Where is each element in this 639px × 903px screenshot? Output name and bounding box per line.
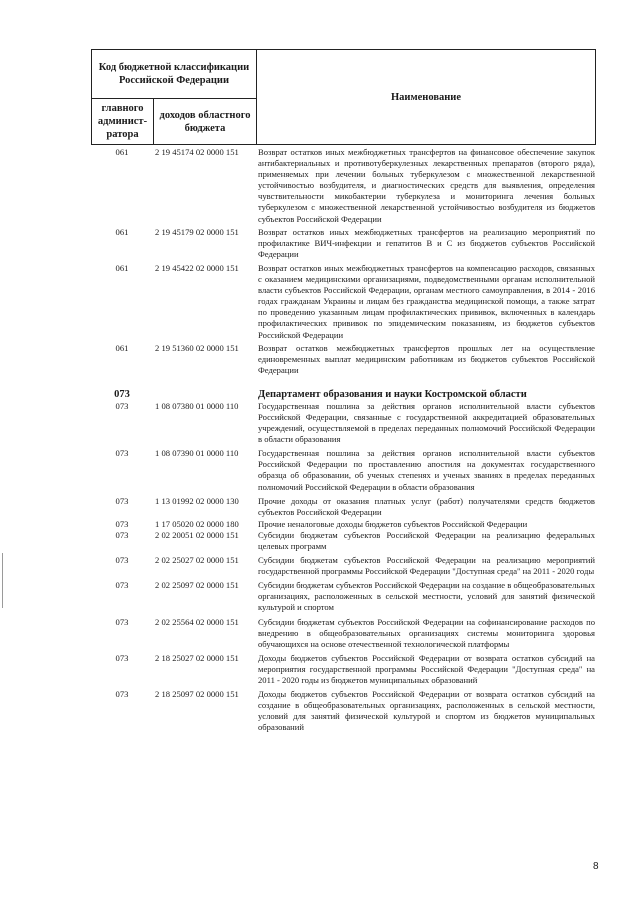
page-number: 8 <box>593 861 599 872</box>
income-name: Возврат остатков иных межбюджетных трансфертов на реализацию мероприятий по профилактике ВИЧ-инфекции и гепатитов В и С из бюджетов субъектов Российской Федерации <box>258 226 595 259</box>
table-header <box>91 49 596 145</box>
table-row <box>91 147 595 225</box>
budget-code <box>153 389 256 401</box>
income-name: Государственная пошлина за действия органов исполнительной власти субъектов Российской Федерации, связанные с государственной аккредитацией образовательных учреждений, осуществляемой в пределах переданных полномочий Российской Федерации в области образования <box>258 400 595 445</box>
income-name: Субсидии бюджетам субъектов Российской Федерации на создание в общеобразовательных организациях, расположенных в сельской местности, условий для занятий физической культурой и спортом <box>258 580 595 613</box>
admin-code: 073 <box>115 689 129 700</box>
admin-code: 061 <box>115 147 129 157</box>
budget-code: 2 02 25027 02 0000 151 <box>155 555 239 566</box>
table-row <box>91 227 595 260</box>
department-row <box>91 389 595 401</box>
header-name: Наименование <box>257 50 596 145</box>
table-row <box>91 343 595 376</box>
admin-code: 073 <box>115 652 129 663</box>
budget-code: 2 02 25564 02 0000 151 <box>155 616 239 627</box>
admin-code: 073 <box>115 495 129 506</box>
admin-code: 073 <box>115 448 129 459</box>
income-name: Доходы бюджетов субъектов Российской Федерации от возврата остатков субсидий на мероприятия государственной программы Российской Федерации "Доступная среда" на 2011 - 2020 годы из бюджетов муниципальных образований <box>258 652 595 686</box>
budget-code: 2 18 25097 02 0000 151 <box>155 689 239 700</box>
budget-code: 1 13 01992 02 0000 130 <box>155 495 239 506</box>
budget-code: 2 19 51360 02 0000 151 <box>155 342 239 353</box>
header-code-group: Код бюджетной классификации Российской Федерации <box>92 50 257 99</box>
table-row <box>91 263 595 341</box>
income-name: Прочие неналоговые доходы бюджетов субъектов Российской Федерации <box>258 518 528 529</box>
admin-code: 061 <box>115 342 129 353</box>
scan-margin-mark <box>2 553 7 608</box>
admin-code: 061 <box>115 262 129 273</box>
income-name: Субсидии бюджетам субъектов Российской Федерации на софинансирование расходов по внедрению в общеобразовательных организациях системы мониторинга здоровья обучающихся на основе отечественной технологической платформы <box>258 616 595 649</box>
admin-code: 073 <box>115 400 129 411</box>
table-row <box>91 401 595 445</box>
income-name: Прочие доходы от оказания платных услуг (работ) получателями средств бюджетов субъектов Российской Федерации <box>258 495 595 517</box>
table-row <box>91 580 595 613</box>
admin-code: 061 <box>115 226 129 237</box>
admin-code: 073 <box>115 580 129 591</box>
table-body <box>91 147 595 734</box>
table-row <box>91 448 595 492</box>
header-main-admin: главного админист-ратора <box>92 99 154 145</box>
admin-code: 073 <box>115 616 129 627</box>
income-name: Субсидии бюджетам субъектов Российской Федерации на реализацию федеральных целевых программ <box>258 529 595 551</box>
table-row <box>91 530 595 552</box>
budget-code: 1 17 05020 02 0000 180 <box>155 518 239 529</box>
department-admin-code: 073 <box>114 388 130 400</box>
table-row <box>91 653 595 686</box>
income-name: Субсидии бюджетам субъектов Российской Федерации на реализацию мероприятий государственной программы Российской Федерации "Доступная среда" на 2011 - 2020 годы <box>258 555 595 577</box>
table-row <box>91 519 595 530</box>
header-regional-income: доходов областного бюджета <box>154 99 257 145</box>
budget-code: 2 18 25027 02 0000 151 <box>155 652 239 663</box>
budget-code: 2 19 45422 02 0000 151 <box>155 262 239 273</box>
table-row <box>91 555 595 577</box>
budget-code: 2 19 45174 02 0000 151 <box>155 147 239 157</box>
admin-code: 073 <box>115 518 129 529</box>
income-name: Государственная пошлина за действия органов исполнительной власти субъектов Российской Федерации по проставлению апостиля на документах государственного образца об образовании, об ученых степенях и ученых званиях в пределах переданных полномочий Российской Федерации в области образования <box>258 448 595 492</box>
table-row <box>91 496 595 518</box>
income-name: Возврат остатков иных межбюджетных трансфертов на компенсацию расходов, связанных с оказанием медицинскими организациями, подведомственными органам исполнительной власти субъектов Российской Федерации, органам местного самоуправления, в 2014 - 2016 годах гражданам Украины и лицам без гражданства медицинской помощи, а также затрат по проведению указанным лицам профилактических прививок, включенных в календарь профилактических прививок по эпидемическим показаниям, из бюджетов субъектов Российской Федерации <box>258 262 595 340</box>
income-name: Доходы бюджетов субъектов Российской Федерации от возврата остатков субсидий на создание в общеобразовательных организациях, расположенных в сельской местности, условий для занятий физической культурой и спортом из бюджетов муниципальных образований <box>258 689 595 733</box>
budget-code: 2 02 25097 02 0000 151 <box>155 580 239 591</box>
income-name: Возврат остатков межбюджетных трансфертов прошлых лет на осуществление единовременных выплат медицинским работникам из бюджетов субъектов Российской Федерации <box>258 342 595 375</box>
budget-code: 2 19 45179 02 0000 151 <box>155 226 239 237</box>
table-row <box>91 689 595 733</box>
admin-code: 073 <box>115 529 129 540</box>
budget-code: 1 08 07390 01 0000 110 <box>155 448 239 459</box>
department-title: Департамент образования и науки Костромской области <box>258 388 527 400</box>
budget-code: 1 08 07380 01 0000 110 <box>155 400 239 411</box>
budget-code: 2 02 20051 02 0000 151 <box>155 529 239 540</box>
table-row <box>91 617 595 650</box>
income-name: Возврат остатков иных межбюджетных трансфертов на финансовое обеспечение закупок антибактериальных и противотуберкулезных лекарственных препаратов (второго ряда), применяемых при лечении больных туберкулезом с множественной лекарственной устойчивостью возбудителя, и диагностических средств для выявления, определения чувствительности микобактерии туберкулеза и мониторинга лечения больных туберкулезом с множественной лекарственной устойчивостью возбудителя из бюджетов субъектов Российской Федерации <box>258 147 595 224</box>
admin-code: 073 <box>115 555 129 566</box>
